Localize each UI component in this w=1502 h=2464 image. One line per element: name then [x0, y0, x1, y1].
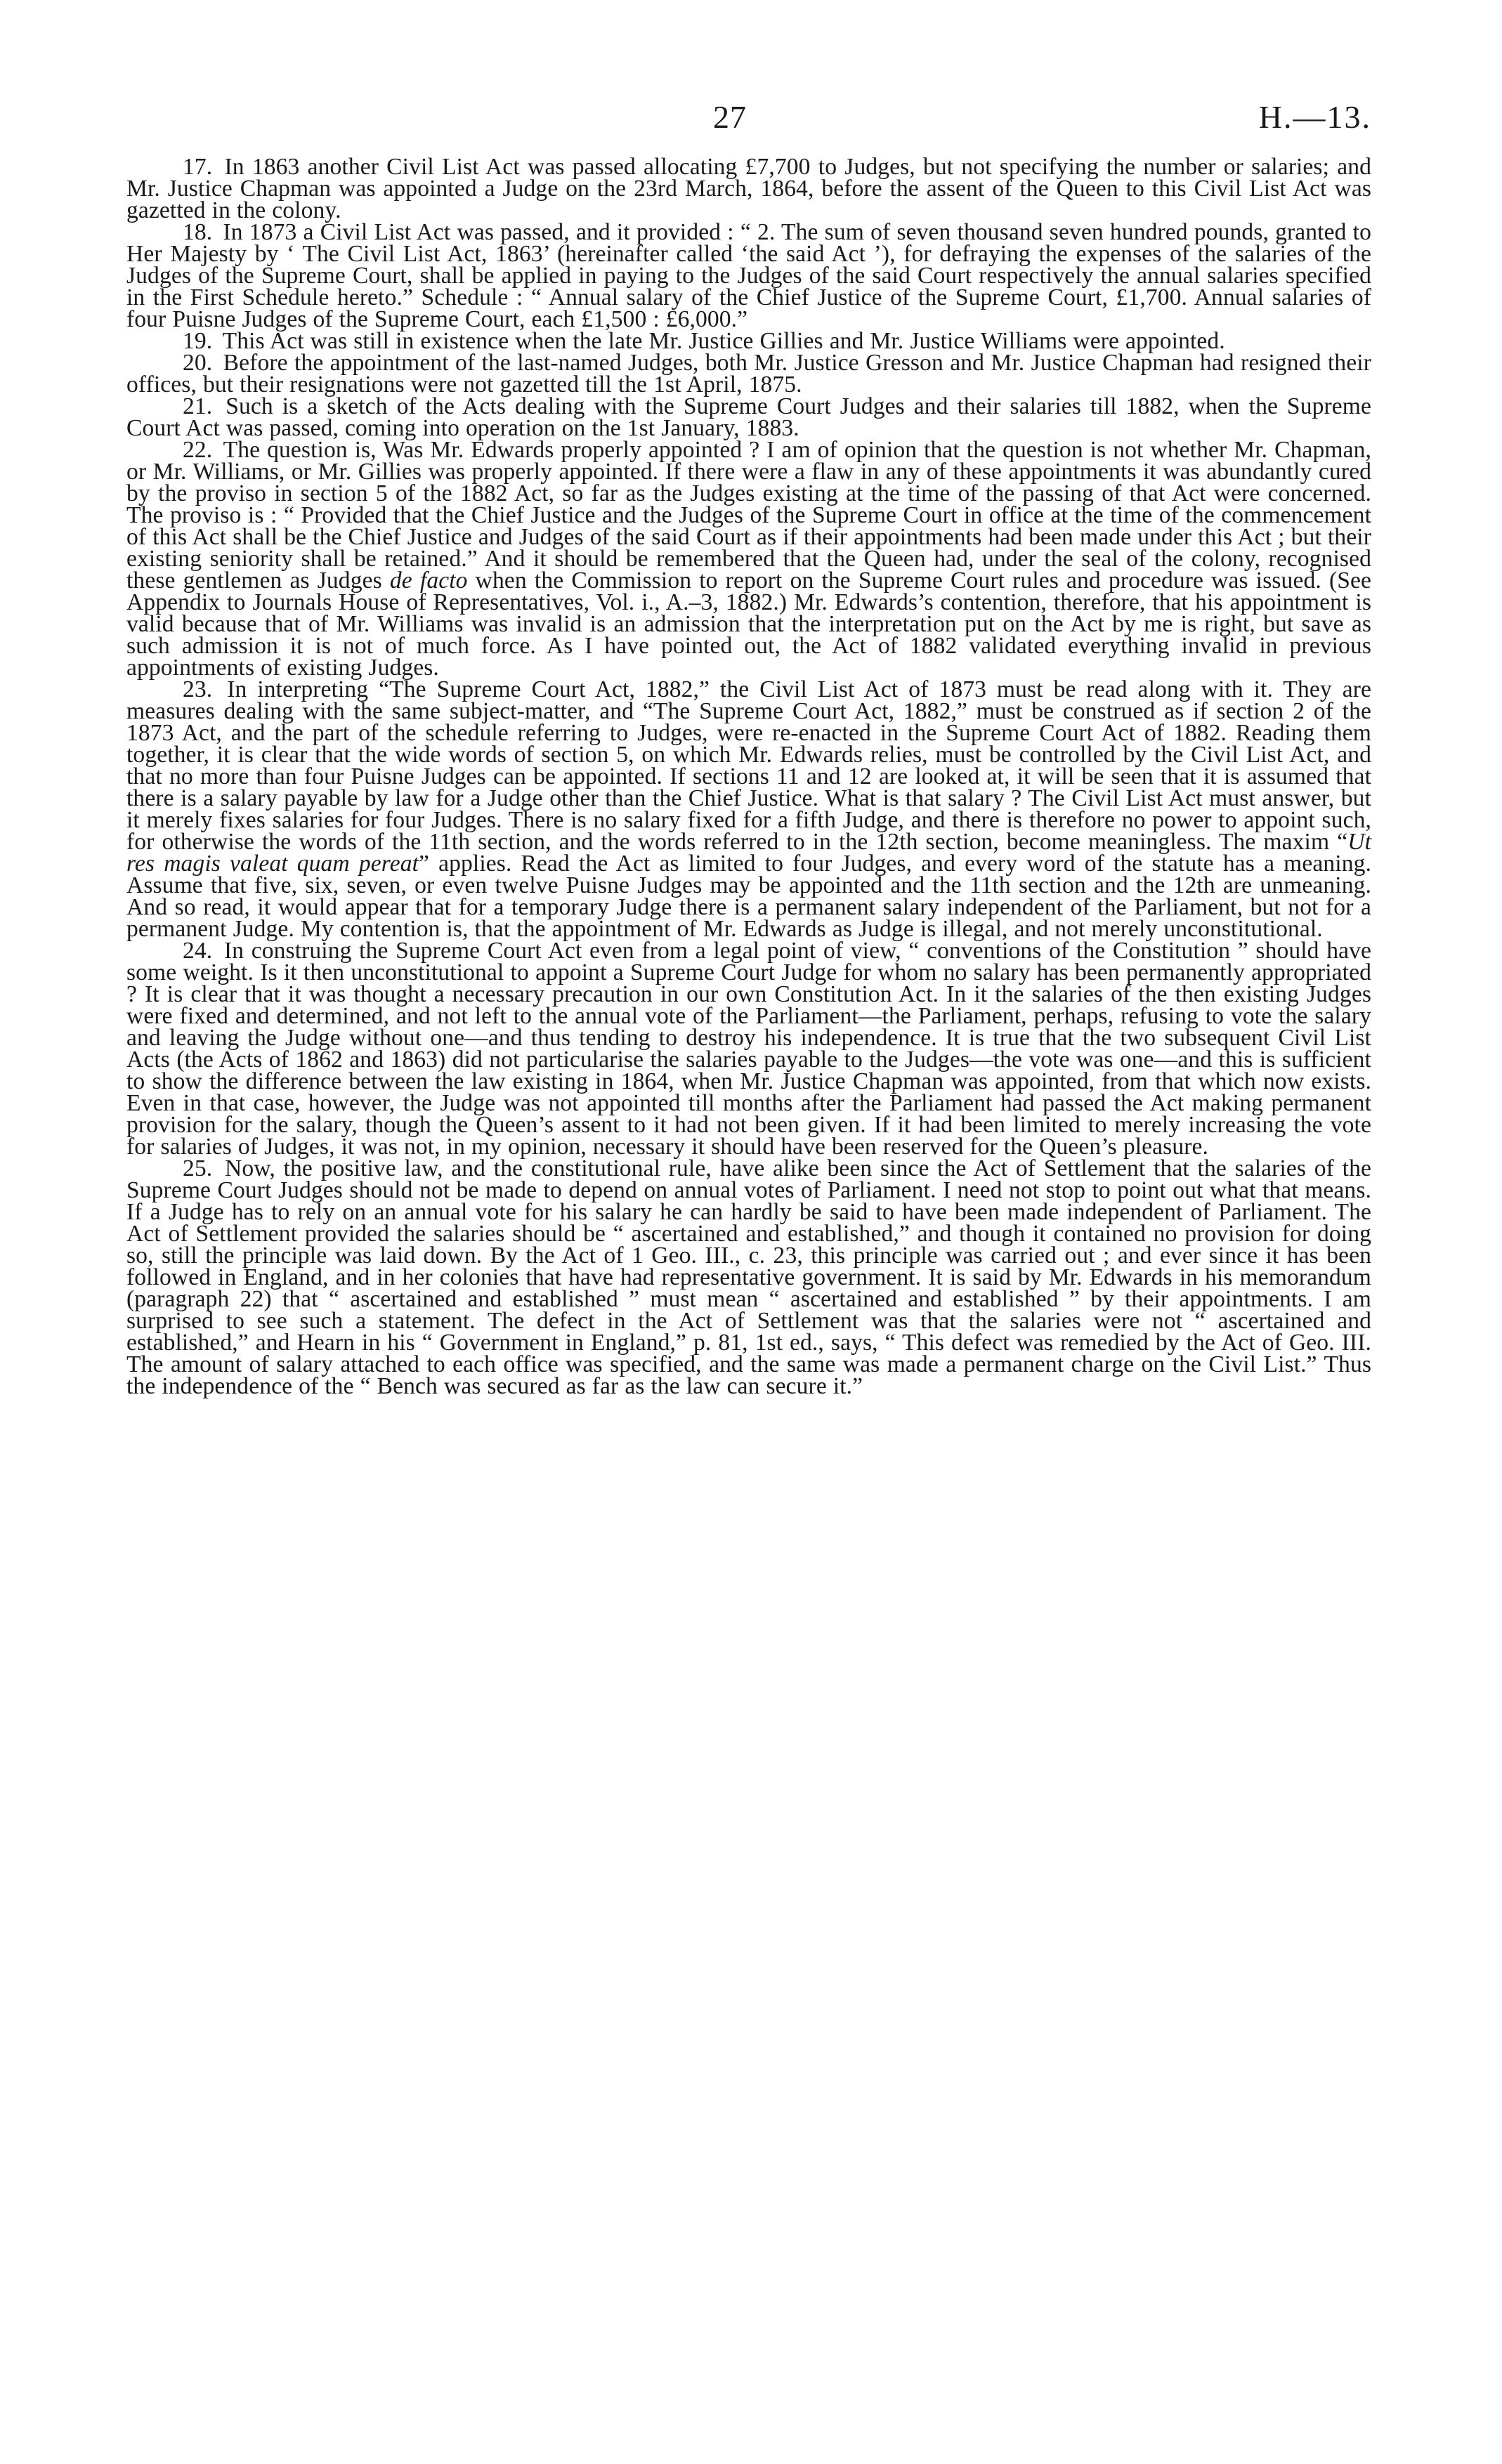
paragraph-21 — [126, 395, 1371, 439]
paragraph-text: Now, the positive law, and the constitutional rule, have alike been since the Act of Settlement that the salaries of the Supreme Court Judges should not be made to depend on annual votes of Parliament. I need not stop to point out what that means. If a Judge has to rely on an annual vote for his salary he can hardly be said to have been made independent of Parliament. The Act of Settlement provided the salaries should be “ ascertained and established,” and though it contained no provision for doing so, still the principle was laid down. By the Act of 1 Geo. III., c. 23, this principle was carried out ; and ever since it has been followed in England, and in her colonies that have had representative government. It is said by Mr. Edwards in his memorandum (paragraph 22) that “ ascertained and established ” must mean “ ascertained and established ” by their appointments. I am surprised to see such a statement. The defect in the Act of Settlement was that the salaries were not “ ascertained and established,” and Hearn in his “ Government in England,” p. 81, 1st ed., says, “ This defect was remedied by the Act of Geo. III. The amount of salary attached to each office was specified, and the same was made a permanent charge on the Civil List.” Thus the independence of the “ Bench was secured as far as the law can secure it.” — [126, 1155, 1371, 1399]
paragraph-18 — [126, 221, 1371, 330]
page-number: 27 — [713, 99, 747, 135]
page-header — [0, 98, 1502, 140]
paragraph-number: 22. — [183, 437, 213, 463]
paragraph-text: Before the appointment of the last-named Judges, both Mr. Justice Gresson and Mr. Justice Chapman had resigned their offices, but their resignations were not gazetted till the 1st April, 1875. — [126, 350, 1372, 398]
paragraph-number: 25. — [183, 1155, 213, 1181]
paper-reference: H.—13. — [1258, 99, 1371, 135]
latin-maxim: Ut res magis valeat quam pereat — [126, 829, 1371, 877]
paragraph-text-continued: ” applies. Read the Act as limited to four Judges, and every word of the statute has a meaning. Assume that five, six, seven, or even twelve Puisne Judges may be appointed and the 11th section and the 12th are unmeaning. And so read, it would appear that for a temporary Judge there is a permanent salary independent of the Parliament, but not for a permanent Judge. My contention is, that the appointment of Mr. Edwards as Judge is illegal, and not merely unconstitutional. — [126, 851, 1371, 942]
italic-phrase: de facto — [389, 568, 468, 594]
paragraph-17 — [126, 156, 1371, 221]
paragraph-text: In interpreting “The Supreme Court Act, 1882,” the Civil List Act of 1873 must be read along with it. They are measures dealing with the same subject-matter, and “The Supreme Court Act, 1882,” must be construed as if section 2 of the 1873 Act, and the part of the schedule referring to Judges, were re-enacted in the Supreme Court Act of 1882. Reading them together, it is clear that the wide words of section 5, on which Mr. Edwards relies, must be controlled by the Civil List Act, and that no more than four Puisne Judges can be appointed. If sections 11 and 12 are looked at, it will be seen that it is assumed that there is a salary payable by law for a Judge other than the Chief Justice. What is that salary ? The Civil List Act must answer, but it merely fixes salaries for four Judges. There is no salary fixed for a fifth Judge, and there is therefore no power to appoint such, for otherwise the words of the 11th section, and the words referred to in the 12th section, become meaningless. The maxim “ — [126, 676, 1371, 855]
paragraph-22 — [126, 439, 1371, 679]
paragraph-number: 24. — [183, 938, 213, 964]
paragraph-20 — [126, 350, 1372, 398]
paragraph-number: 17. — [183, 154, 213, 180]
paragraph-text: In construing the Supreme Court Act even from a legal point of view, “ conventions of the Constitution ” should have some weight. Is it then unconstitutional to appoint a Supreme Court Judge for whom no salary has been permanently appropriated ? It is clear that it was thought a necessary precaution in our own Constitution Act. In it the salaries of the then existing Judges were fixed and determined, and not left to the annual vote of the Parliament—the Parliament, perhaps, refusing to vote the salary and leaving the Judge without one—and thus tending to destroy his independence. It is true that the two subsequent Civil List Acts (the Acts of 1862 and 1863) did not particularise the salaries payable to the Judges—the vote was one—and this is sufficient to show the difference between the law existing in 1864, when Mr. Justice Chapman was appointed, from that which now exists. Even in that case, however, the Judge was not appointed till months after the Parliament had passed the Act making permanent provision for the salary, though the Queen’s assent to it had not been given. If it had been limited to merely increasing the vote for salaries of Judges, it was not, in my opinion, necessary it should have been reserved for the Queen’s pleasure. — [126, 938, 1371, 1160]
paragraph-number: 23. — [183, 676, 213, 702]
body-text — [126, 156, 1371, 1397]
paragraph-text: In 1863 another Civil List Act was passed allocating £7,700 to Judges, but not specifying the number or salaries; and Mr. Justice Chapman was appointed a Judge on the 23rd March, 1864, before the assent of the Queen to this Civil List Act was gazetted in the colony. — [126, 154, 1371, 223]
paragraph-text: The question is, Was Mr. Edwards properly appointed ? I am of opinion that the question is not whether Mr. Chapman, or Mr. Williams, or Mr. Gillies was properly appointed. If there were a flaw in any of these appointments it was abundantly cured by the proviso in section 5 of the 1882 Act, so far as the Judges existing at the time of the passing of that Act were concerned. The proviso is : “ Provided that the Chief Justice and the Judges of the Supreme Court in office at the time of the commencement of this Act shall be the Chief Justice and Judges of the said Court as if their appointments had been made under this Act ; but their existing seniority shall be retained.” And it should be remembered that the Queen had, under the seal of the colony, recognised these gentlemen as Judges — [126, 437, 1371, 594]
paragraph-19 — [126, 330, 1371, 352]
paragraph-25 — [126, 1155, 1371, 1399]
paragraph-number: 20. — [183, 350, 213, 376]
paragraph-text: In 1873 a Civil List Act was passed, and it provided : “ 2. The sum of seven thousand seven hundred pounds, granted to Her Majesty by ‘ The Civil List Act, 1863’ (hereinafter called ‘the said Act ’), for defraying the expenses of the salaries of the Judges of the Supreme Court, shall be applied in paying to the Judges of the said Court respectively the annual salaries specified in the First Schedule hereto.” Schedule : “ Annual salary of the Chief Justice of the Supreme Court, £1,700. Annual salaries of four Puisne Judges of the Supreme Court, each £1,500 : £6,000.” — [126, 219, 1371, 332]
paragraph-number: 19. — [183, 328, 213, 354]
paragraph-number: 21. — [183, 393, 213, 419]
paragraph-text: Such is a sketch of the Acts dealing with the Supreme Court Judges and their salaries till 1882, when the Supreme Court Act was passed, coming into operation on the 1st January, 1883. — [126, 393, 1371, 441]
paragraph-text: This Act was still in existence when the late Mr. Justice Gillies and Mr. Justice Williams were appointed. — [222, 328, 1225, 354]
paragraph-text-continued: when the Commission to report on the Supreme Court rules and procedure was issued. (See Appendix to Journals House of Representatives, Vol. i., A.–3, 1882.) Mr. Edwards’s contention, therefore, that his appointment is valid because that of Mr. Williams was invalid is an admission that the interpretation put on the Act by me is right, but save as such admission it is not of much force. As I have pointed out, the Act of 1882 validated everything invalid in previous appointments of existing Judges. — [126, 568, 1372, 681]
paragraph-number: 18. — [183, 219, 213, 245]
paragraph-23 — [126, 676, 1371, 942]
paragraph-24 — [126, 940, 1371, 1158]
